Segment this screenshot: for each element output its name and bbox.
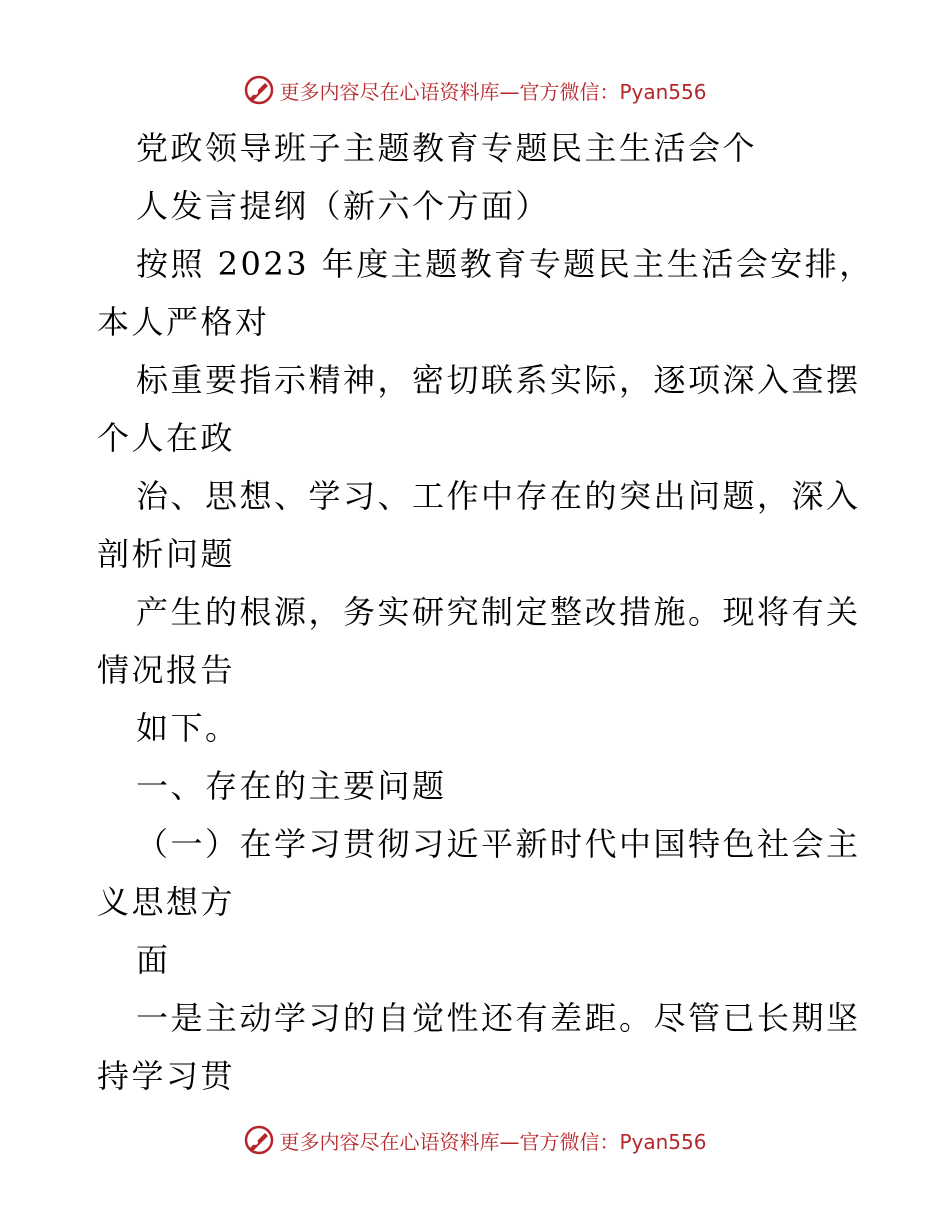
subsection-heading: （一）在学习贯彻习近平新时代中国特色社会主 bbox=[136, 825, 861, 863]
paragraph-line: 个人在政 bbox=[97, 419, 236, 457]
pen-seal-icon bbox=[243, 1124, 275, 1156]
title-line-2: 人发言提纲（新六个方面） bbox=[136, 187, 551, 225]
paragraph-line: 情况报告 bbox=[97, 651, 236, 689]
watermark-text: 更多内容尽在心语资料库—官方微信：Pyan556 bbox=[279, 1129, 707, 1154]
section-heading: 一、存在的主要问题 bbox=[136, 767, 447, 805]
paragraph-line: 标重要指示精神，密切联系实际，逐项深入查摆 bbox=[136, 361, 861, 399]
paragraph-line: 产生的根源，务实研究制定整改措施。现将有关 bbox=[136, 593, 861, 631]
title-line-1: 党政领导班子主题教育专题民主生活会个 bbox=[136, 129, 758, 167]
paragraph-line: 按照 2023 年度主题教育专题民主生活会安排， bbox=[136, 245, 874, 283]
subsection-heading: 面 bbox=[136, 941, 171, 979]
subsection-heading: 义思想方 bbox=[97, 883, 236, 921]
paragraph-line: 本人严格对 bbox=[97, 303, 270, 341]
footer-watermark bbox=[0, 1120, 950, 1160]
paragraph-line: 持学习贯 bbox=[97, 1057, 236, 1095]
paragraph-line: 如下。 bbox=[136, 709, 240, 747]
watermark-text: 更多内容尽在心语资料库—官方微信：Pyan556 bbox=[279, 79, 707, 104]
paragraph-line: 一是主动学习的自觉性还有差距。尽管已长期坚 bbox=[136, 999, 861, 1037]
paragraph-line: 剖析问题 bbox=[97, 535, 236, 573]
paragraph-line: 治、思想、学习、工作中存在的突出问题，深入 bbox=[136, 477, 861, 515]
